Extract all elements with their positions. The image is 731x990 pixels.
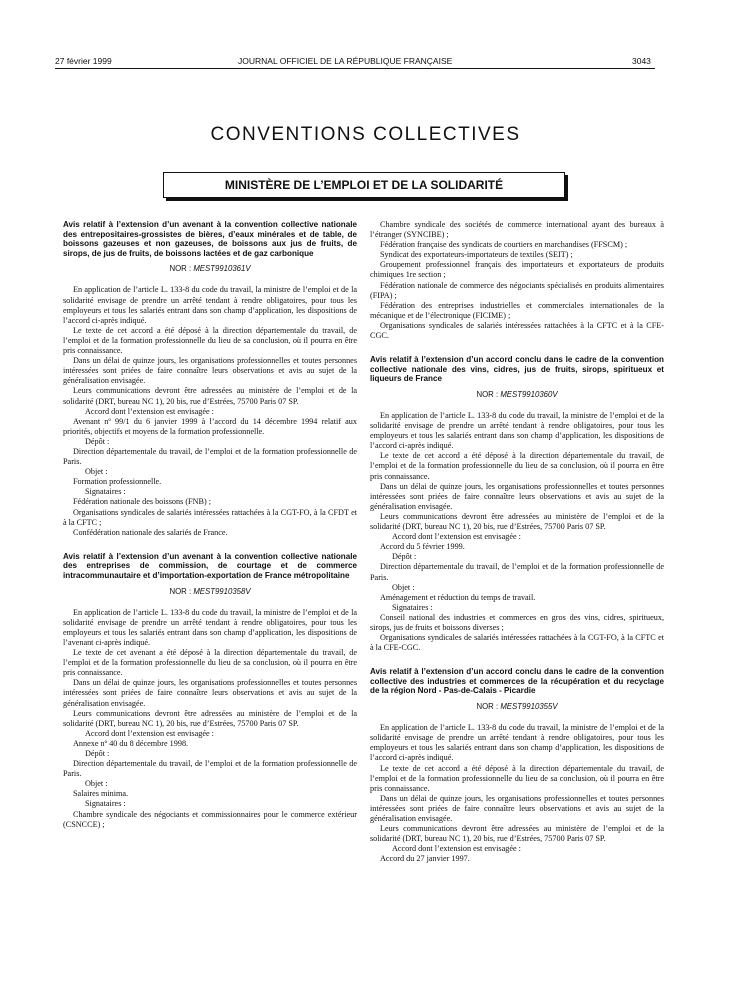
header-journal-title: JOURNAL OFFICIEL DE LA RÉPUBLIQUE FRANÇAISE [238,56,453,66]
page-title: CONVENTIONS COLLECTIVES [210,124,521,145]
paragraph: Le texte de cet accord a été déposé à la direction départementale du travail, de l’emploi et de la formation professionnelle du lieu de sa conclusion, où il pourra en être pris connaissance. [370,451,664,481]
nor-reference: NOR : MEST9910361V [169,264,251,274]
paragraph: Dans un délai de quinze jours, les organisations professionnelles et toutes personnes intéressées sont priées de faire connaître leurs observations et avis au sujet de la généralisation envisagée. [63,678,357,708]
signatory: Organisations syndicales de salariés intéressées rattachées à la CGT-FO, à la CFDT et à la CFTC ; [63,507,357,527]
accord-label: Accord dont l’extension est envisagée : [392,844,521,854]
notice-4 [370,667,664,864]
notice-2-continued [370,220,664,341]
paragraph: Dans un délai de quinze jours, les organisations professionnelles et toutes personnes intéressées sont priées de faire connaître leurs observations et avis au sujet de la généralisation envisagée. [370,481,664,511]
accord-text: Accord du 27 janvier 1997. [380,854,470,864]
accord-label: Accord dont l’extension est envisagée : [392,532,521,542]
paragraph: Leurs communications devront être adressées au ministère de l’emploi et de la solidarité (DRT, bureau NC 1), 20 bis, rue d’Estrées, 75700 Paris 07 SP. [370,511,664,532]
paragraph: En application de l’article L. 133-8 du code du travail, la ministre de l’emploi et de la solidarité envisage de prendre un arrêté tendant à rendre obligatoires, pour tous les employeurs et tous les salariés entrant dans son champ d’application, les dispositions de l’avenant ci-après indiqué. [63,607,357,647]
nor-reference: NOR : MEST9910355V [476,702,558,712]
signatory: Groupement professionnel français des importateurs et exportateurs de produits chimiques 1re section ; [370,260,664,280]
accord-label: Accord dont l’extension est envisagée : [85,406,214,416]
paragraph: Le texte de cet accord a été déposé à la direction départementale du travail, de l’emploi et de la formation professionnelle du lieu de sa conclusion, où il pourra en être pris connaissance. [370,763,664,793]
accord-label: Accord dont l’extension est envisagée : [85,728,214,738]
ministry-heading: MINISTÈRE DE L’EMPLOI ET DE LA SOLIDARITÉ [163,172,565,198]
depot-text: Direction départementale du travail, de l’emploi et de la formation professionnelle de Paris. [63,446,357,467]
paragraph: Le texte de cet avenant a été déposé à la direction départementale du travail, de l’emploi et de la formation professionnelle du lieu de sa conclusion, où il pourra en être pris connaissance. [63,648,357,678]
notice-title: Avis relatif à l’extension d’un avenant à la convention collective nationale des entrepositaires-grossistes de bières, d’eaux minérales et de table, de boissons gazeuses et non gazeuses, de boissons aux jus de fruits, de sirops, de jus de fruits, de boissons lactées et de gaz carbonique [63,220,357,258]
depot-label: Dépôt : [392,552,417,562]
paragraph: Dans un délai de quinze jours, les organisations professionnelles et toutes personnes intéressées sont priées de faire connaître leurs observations et avis au sujet de la généralisation envisagée. [370,793,664,823]
paragraph: Le texte de cet accord a été déposé à la direction départementale du travail, de l’emploi et de la formation professionnelle du lieu de sa conclusion, où il pourra en être pris connaissance. [63,325,357,356]
depot-label: Dépôt : [85,749,110,758]
paragraph: Leurs communications devront être adressées au ministère de l’emploi et de la solidarité (DRT, bureau NC 1), 20 bis, rue d’Estrées, 75700 Paris 07 SP. [370,824,664,844]
accord-text: Accord du 5 février 1999. [380,542,465,552]
paragraph: Dans un délai de quinze jours, les organisations professionnelles et toutes personnes intéressées sont priées de faire connaître leurs observations et avis au sujet de la généralisation envisagée. [63,356,357,386]
header-date: 27 février 1999 [55,56,112,66]
signatory: Fédération française des syndicats de courtiers en marchandises (FFSCM) ; [380,240,628,250]
accord-text: Avenant nº 99/1 du 6 janvier 1999 à l’accord du 14 décembre 1994 relatif aux priorités, objectifs et moyens de la formation professionnelle. [63,416,357,436]
signatory: Organisations syndicales de salariés intéressées rattachées à la CGT-FO, à la CFTC et à la CFE-CGC. [370,633,664,653]
notice-title: Avis relatif à l’extension d’un avenant à la convention collective nationale des entreprises de commission, de courtage et de commerce intracommunautaire et d’importation-exportation de France métropolitaine [63,551,357,580]
nor-reference: NOR : MEST9910358V [169,586,251,596]
signatory: Confédération nationale des salariés de France. [73,527,228,537]
objet-label: Objet : [85,779,108,789]
signatory: Fédération des entreprises industrielles et commerciales internationales de la mécanique et de l’électronique (FICIME) ; [370,300,664,320]
notice-1 [63,220,357,538]
notice-2 [63,552,357,830]
nor-reference: NOR : MEST9910360V [476,389,558,399]
signataires-label: Signataires : [85,799,126,809]
notice-title: Avis relatif à l’extension d’un accord conclu dans le cadre de la convention collective des industries et commerces de la récupération et du recyclage de la région Nord - Pas-de-Calais - Picardie [370,667,664,696]
signatory: Fédération nationale des boissons (FNB) ; [73,497,212,507]
objet-label: Objet : [85,467,108,477]
paragraph: Leurs communications devront être adressées au ministère de l’emploi et de la solidarité (DRT, bureau NC 1), 20 bis, rue d’Estrées, 75700 Paris 07 SP. [63,708,357,728]
objet-text: Salaires minima. [73,789,129,799]
objet-text: Formation professionnelle. [73,477,162,487]
depot-text: Direction départementale du travail, de l’emploi et de la formation professionnelle de Paris. [370,562,664,582]
paragraph: En application de l’article L. 133-8 du code du travail, la ministre de l’emploi et de la solidarité envisage de prendre un arrêté tendant à rendre obligatoires, pour tous les employeurs et tous les salariés entrant dans son champ d’application, les dispositions de l’accord ci-après indiqué. [63,285,357,325]
left-column [63,220,357,960]
header-rule [55,68,655,69]
signatory: Syndicat des exportateurs-importateurs de textiles (SEIT) ; [380,250,573,260]
signatory: Chambre syndicale des sociétés de commerce international ayant des bureaux à l’étranger (SYNCIBE) ; [370,220,664,240]
paragraph: Leurs communications devront être adressées au ministère de l’emploi et de la solidarité (DRT, bureau NC 1), 20 bis, rue d’Estrées, 75700 Paris 07 SP. [63,386,357,406]
paragraph: En application de l’article L. 133-8 du code du travail, la ministre de l’emploi et de la solidarité envisage de prendre un arrêté tendant à rendre obligatoires, pour tous les employeurs et tous les salariés entrant dans son champ d’application, les dispositions de l’accord ci-après indiqué. [370,723,664,763]
signataires-label: Signataires : [392,602,433,612]
signataires-label: Signataires : [85,487,126,497]
objet-label: Objet : [392,582,415,592]
right-column [370,220,664,960]
accord-text: Annexe nº 40 du 8 décembre 1998. [73,738,189,748]
paragraph: En application de l’article L. 133-8 du code du travail, la ministre de l’emploi et de la solidarité envisage de prendre un arrêté tendant à rendre obligatoires, pour tous les employeurs et tous les salariés entrant dans son champ d’application, les dispositions de l’accord ci-après indiqué. [370,411,664,451]
signatory: Conseil national des industries et commerces en gros des vins, cidres, spiritueux, sirops, jus de fruits et boissons diverses ; [370,612,664,632]
signatory: Fédération nationale de commerce des négociants spécialisés en produits alimentaires (FIPA) ; [370,280,664,300]
depot-text: Direction départementale du travail, de l’emploi et de la formation professionnelle de Paris. [63,759,357,779]
notice-3 [370,355,664,653]
signatory: Chambre syndicale des négociants et commissionnaires pour le commerce extérieur (CSNCCE) ; [63,809,357,829]
notice-title: Avis relatif à l’extension d’un accord conclu dans le cadre de la convention collective nationale des vins, cidres, jus de fruits, sirops, spiritueux et liqueurs de France [370,355,664,384]
objet-text: Aménagement et réduction du temps de travail. [380,592,536,602]
depot-label: Dépôt : [85,436,110,446]
signatory: Organisations syndicales de salariés intéressées rattachées à la CFTC et à la CFE-CGC. [370,320,664,341]
header-page-number: 3043 [632,56,651,66]
